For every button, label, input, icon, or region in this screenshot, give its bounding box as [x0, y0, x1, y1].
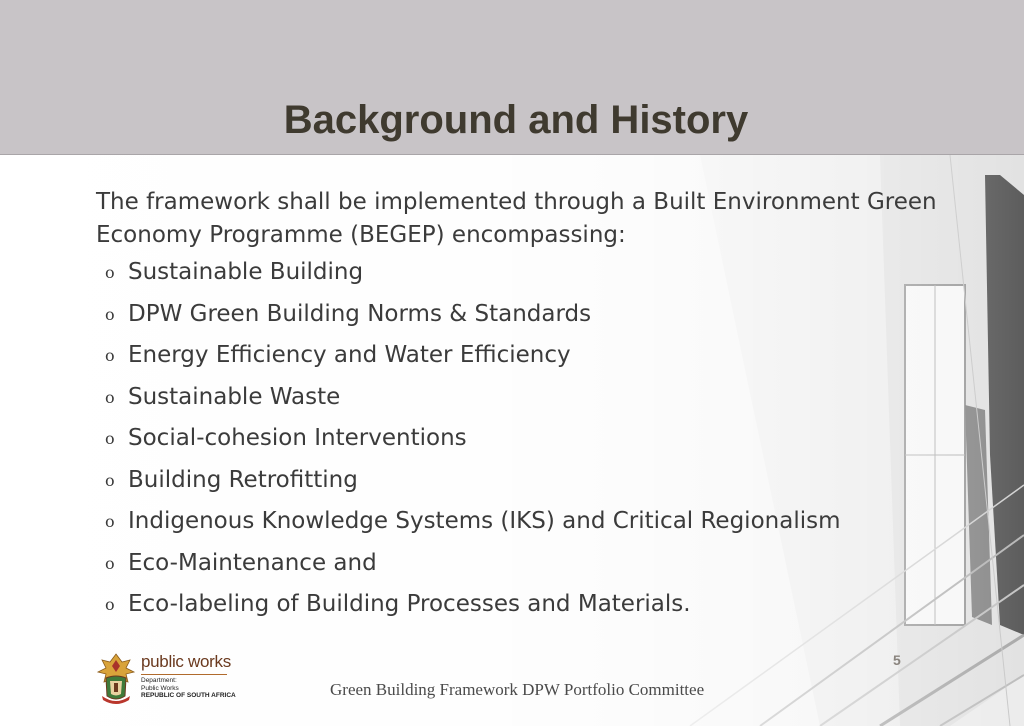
list-item	[96, 505, 996, 547]
list-item	[96, 588, 996, 630]
logo-divider	[141, 674, 227, 675]
bullet-text: Energy Efficiency and Water Efficiency	[128, 342, 571, 368]
logo-country: REPUBLIC OF SOUTH AFRICA	[141, 692, 236, 699]
bullet-text: Building Retrofitting	[128, 466, 358, 493]
bullet-marker: o	[105, 512, 115, 531]
list-item	[96, 298, 996, 340]
bullet-text: Eco-labeling of Building Processes and Materials.	[128, 591, 691, 617]
bullet-marker: o	[105, 304, 115, 324]
coat-of-arms-icon	[96, 652, 136, 704]
bullet-marker: o	[105, 553, 115, 573]
page-number: 5	[893, 652, 901, 668]
logo-dept-line-1: Department:	[141, 677, 177, 684]
bullet-text: Sustainable Building	[128, 259, 364, 285]
bullet-marker: o	[105, 346, 115, 365]
footer-text: Green Building Framework DPW Portfolio Committee	[330, 680, 705, 699]
intro-line-1: The framework shall be implemented through a Built Environment Green	[96, 189, 937, 215]
bullet-text: DPW Green Building Norms & Standards	[128, 300, 592, 327]
logo-dept-line-2: Public Works	[141, 684, 179, 692]
slide-body	[96, 186, 996, 630]
bullet-text: Indigenous Knowledge Systems (IKS) and Critical Regionalism	[128, 508, 841, 534]
bullet-text: Eco-Maintenance and	[128, 549, 377, 576]
logo-wordmark: public works	[141, 652, 231, 671]
bullet-marker: o	[105, 429, 115, 448]
list-item	[96, 422, 996, 464]
bullet-marker: o	[105, 595, 115, 614]
list-item	[96, 547, 996, 589]
list-item	[96, 339, 996, 381]
logo-department	[141, 677, 179, 692]
bullet-text: Sustainable Waste	[128, 383, 341, 410]
list-item	[96, 381, 996, 423]
intro-paragraph	[96, 186, 996, 252]
list-item	[96, 464, 996, 506]
public-works-logo	[96, 650, 236, 706]
intro-line-2: Economy Programme (BEGEP) encompassing:	[96, 222, 626, 248]
slide-title: Background and History	[283, 98, 749, 142]
bullet-marker: o	[105, 263, 115, 282]
bullet-marker: o	[105, 387, 115, 407]
bullet-list	[96, 256, 996, 630]
bullet-text: Social-cohesion Interventions	[128, 425, 467, 451]
list-item	[96, 256, 996, 298]
bullet-marker: o	[105, 470, 115, 490]
